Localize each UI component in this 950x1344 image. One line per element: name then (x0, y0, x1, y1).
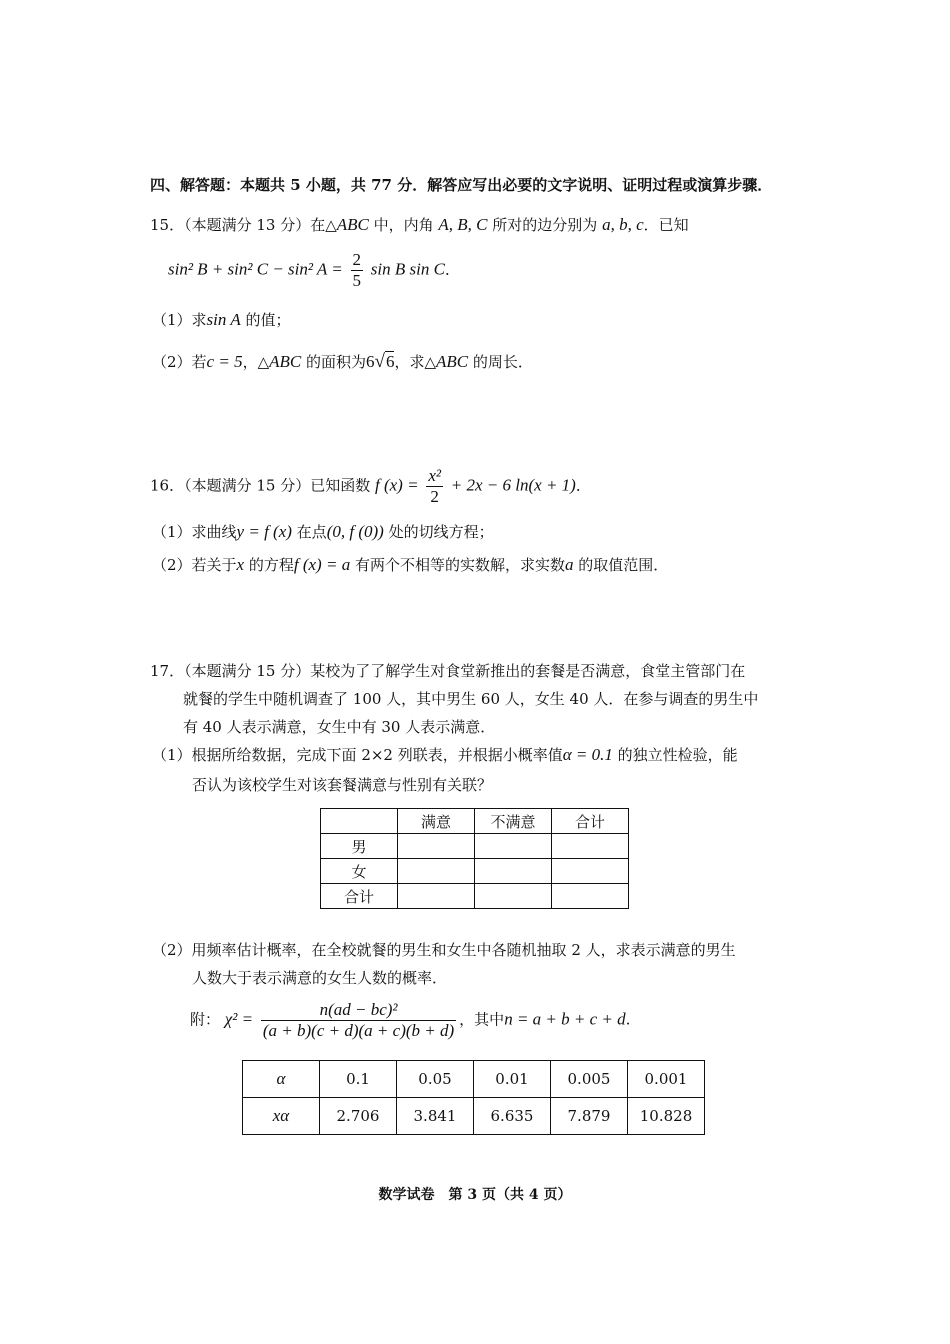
table-cell: 7.879 (551, 1098, 628, 1135)
q15-part2 (152, 351, 533, 373)
q17-part1-line1 (152, 744, 738, 765)
chi-where: ，其中 (459, 1010, 505, 1029)
table-cell (398, 859, 475, 884)
contingency-table (320, 808, 629, 909)
q15-part1 (152, 309, 291, 330)
q16-p2-equation: f (x) = a (293, 555, 351, 574)
q15-p2-triangle2: ABC (436, 352, 469, 371)
q16-f-denominator: 2 (430, 487, 439, 506)
appendix-label: 附： (190, 1010, 221, 1029)
table-cell: 女 (321, 859, 398, 884)
q17-part1-line2: 否认为该校学生对该套餐满意与性别有关联？ (192, 776, 493, 794)
table-header-cell: 满意 (398, 809, 475, 834)
q15-intro-text-b: 中，内角 (368, 216, 439, 234)
q16-intro (150, 466, 591, 507)
q15-eq-numerator: 2 (352, 250, 361, 269)
q15-p2-math-c: c = 5 (206, 352, 243, 371)
q15-p2-mid3: ，求△ (394, 353, 436, 371)
table-row (321, 859, 629, 884)
q16-p2-x: x (236, 555, 245, 574)
q16-f-numerator: x² (428, 466, 441, 485)
table-cell (552, 884, 629, 909)
q17-line2: 就餐的学生中随机调查了 100 人，其中男生 60 人，女生 40 人．在参与调查的男生中 (183, 690, 759, 708)
q15-triangle-name: ABC (336, 215, 369, 234)
table-row (321, 809, 629, 834)
chi-numerator: n(ad − bc)² (261, 1000, 456, 1021)
q16-p2-mid: 的方程 (244, 556, 294, 574)
q15-intro-text-c: 所对的边分别为 (487, 216, 603, 234)
table-header-cell: 不满意 (475, 809, 552, 834)
critical-value-table (242, 1060, 705, 1135)
q17-p1-text-b: 的独立性检验，能 (612, 746, 738, 764)
section-header: 四、解答题：本题共 5 小题，共 77 分．解答应写出必要的文字说明、证明过程或演算步骤． (150, 176, 773, 194)
q15-p2-mid2: 的面积为 (301, 353, 367, 371)
table-cell: 0.01 (474, 1061, 551, 1098)
q15-p2-area-coef: 6 (366, 352, 375, 371)
table-cell: 0.05 (397, 1061, 474, 1098)
table-cell (552, 859, 629, 884)
chi-square-formula (190, 1000, 630, 1041)
table-row (243, 1061, 705, 1098)
q15-intro-text-d: ．已知 (643, 216, 689, 234)
q17-part2-line2: 人数大于表示满意的女生人数的概率． (192, 969, 448, 987)
q16-p2-label: （2）若关于 (152, 556, 237, 574)
q15-p2-label: （2）若 (152, 353, 207, 371)
q16-p2-mid2: 有两个不相等的实数解，求实数 (350, 556, 565, 574)
q16-p1-mid: 在点 (291, 523, 327, 541)
table-row-label-x: xα (243, 1098, 320, 1135)
chi-denominator: (a + b)(c + d)(a + c)(b + d) (262, 1021, 455, 1040)
q15-eq-right: sin B sin C (370, 259, 445, 279)
q15-p1-math: sin A (206, 310, 241, 329)
q16-f-fraction (426, 466, 443, 507)
q17-part2-line1: （2）用频率估计概率，在全校就餐的男生和女生中各随机抽取 2 人，求表示满意的男生 (152, 941, 736, 959)
q16-f-end: ． (575, 476, 591, 495)
table-cell: 2.706 (320, 1098, 397, 1135)
q15-p1-label: （1）求 (152, 311, 207, 329)
table-cell: 0.1 (320, 1061, 397, 1098)
q15-p2-triangle: ABC (269, 352, 302, 371)
q17-p1-alpha: α = 0.1 (562, 745, 613, 764)
table-cell: 6.635 (474, 1098, 551, 1135)
q15-p2-area-radicand: 6 (385, 352, 395, 371)
q15-eq-fraction (351, 250, 364, 291)
q15-intro-text-a: 15．（本题满分 13 分）在△ (150, 216, 337, 234)
table-cell (398, 884, 475, 909)
table-cell (475, 834, 552, 859)
table-cell: 0.001 (628, 1061, 705, 1098)
q17-line1: 17．（本题满分 15 分）某校为了了解学生对食堂新推出的套餐是否满意，食堂主管部门在 (150, 662, 746, 680)
page-footer: 数学试卷 第 3 页（共 4 页） (378, 1187, 572, 1203)
table-cell (475, 884, 552, 909)
q15-equation (168, 250, 460, 291)
chi-n-definition: n = a + b + c + d (504, 1009, 626, 1029)
table-cell (398, 834, 475, 859)
q15-p2-end: 的周长． (468, 353, 533, 371)
q15-eq-end: ． (444, 260, 460, 279)
chi-fraction (261, 1000, 456, 1041)
q15-intro (150, 214, 689, 235)
table-row (321, 834, 629, 859)
q15-eq-denominator: 5 (352, 271, 361, 290)
chi-end: . (625, 1010, 631, 1029)
table-row-label-alpha: α (243, 1061, 320, 1098)
table-header-cell: 合计 (552, 809, 629, 834)
q15-eq-left: sin² B + sin² C − sin² A = (168, 259, 343, 279)
q16-p2-a: a (564, 555, 574, 574)
q15-side-vars: a, b, c (602, 215, 644, 234)
chi-left: χ² = (224, 1009, 254, 1029)
q16-p1-curve: y = f (x) (236, 522, 292, 541)
table-row (321, 884, 629, 909)
sqrt-icon: √ (374, 351, 385, 372)
q16-p1-point: (0, f (0)) (326, 522, 384, 541)
q15-p2-mid: ，△ (242, 353, 270, 371)
q16-p1-label: （1）求曲线 (152, 523, 237, 541)
q16-f-right: + 2x − 6 ln(x + 1) (450, 475, 576, 495)
table-cell: 合计 (321, 884, 398, 909)
q16-part1 (152, 521, 494, 542)
q16-f-left: f (x) = (375, 475, 419, 495)
q16-p2-end: 的取值范围． (573, 556, 669, 574)
table-row (243, 1098, 705, 1135)
table-cell: 男 (321, 834, 398, 859)
table-cell (475, 859, 552, 884)
table-cell: 0.005 (551, 1061, 628, 1098)
q17-line3: 有 40 人表示满意，女生中有 30 人表示满意． (183, 718, 496, 736)
q16-p1-end: 处的切线方程； (383, 523, 494, 541)
q15-p1-end: 的值； (240, 311, 291, 329)
q16-intro-text: 16．（本题满分 15 分）已知函数 (150, 476, 371, 495)
table-cell: 10.828 (628, 1098, 705, 1135)
table-cell: 3.841 (397, 1098, 474, 1135)
q16-part2 (152, 554, 668, 575)
q15-angle-vars: A, B, C (438, 215, 488, 234)
table-header-cell (321, 809, 398, 834)
q17-p1-text-a: （1）根据所给数据，完成下面 2×2 列联表，并根据小概率值 (152, 746, 563, 764)
table-cell (552, 834, 629, 859)
